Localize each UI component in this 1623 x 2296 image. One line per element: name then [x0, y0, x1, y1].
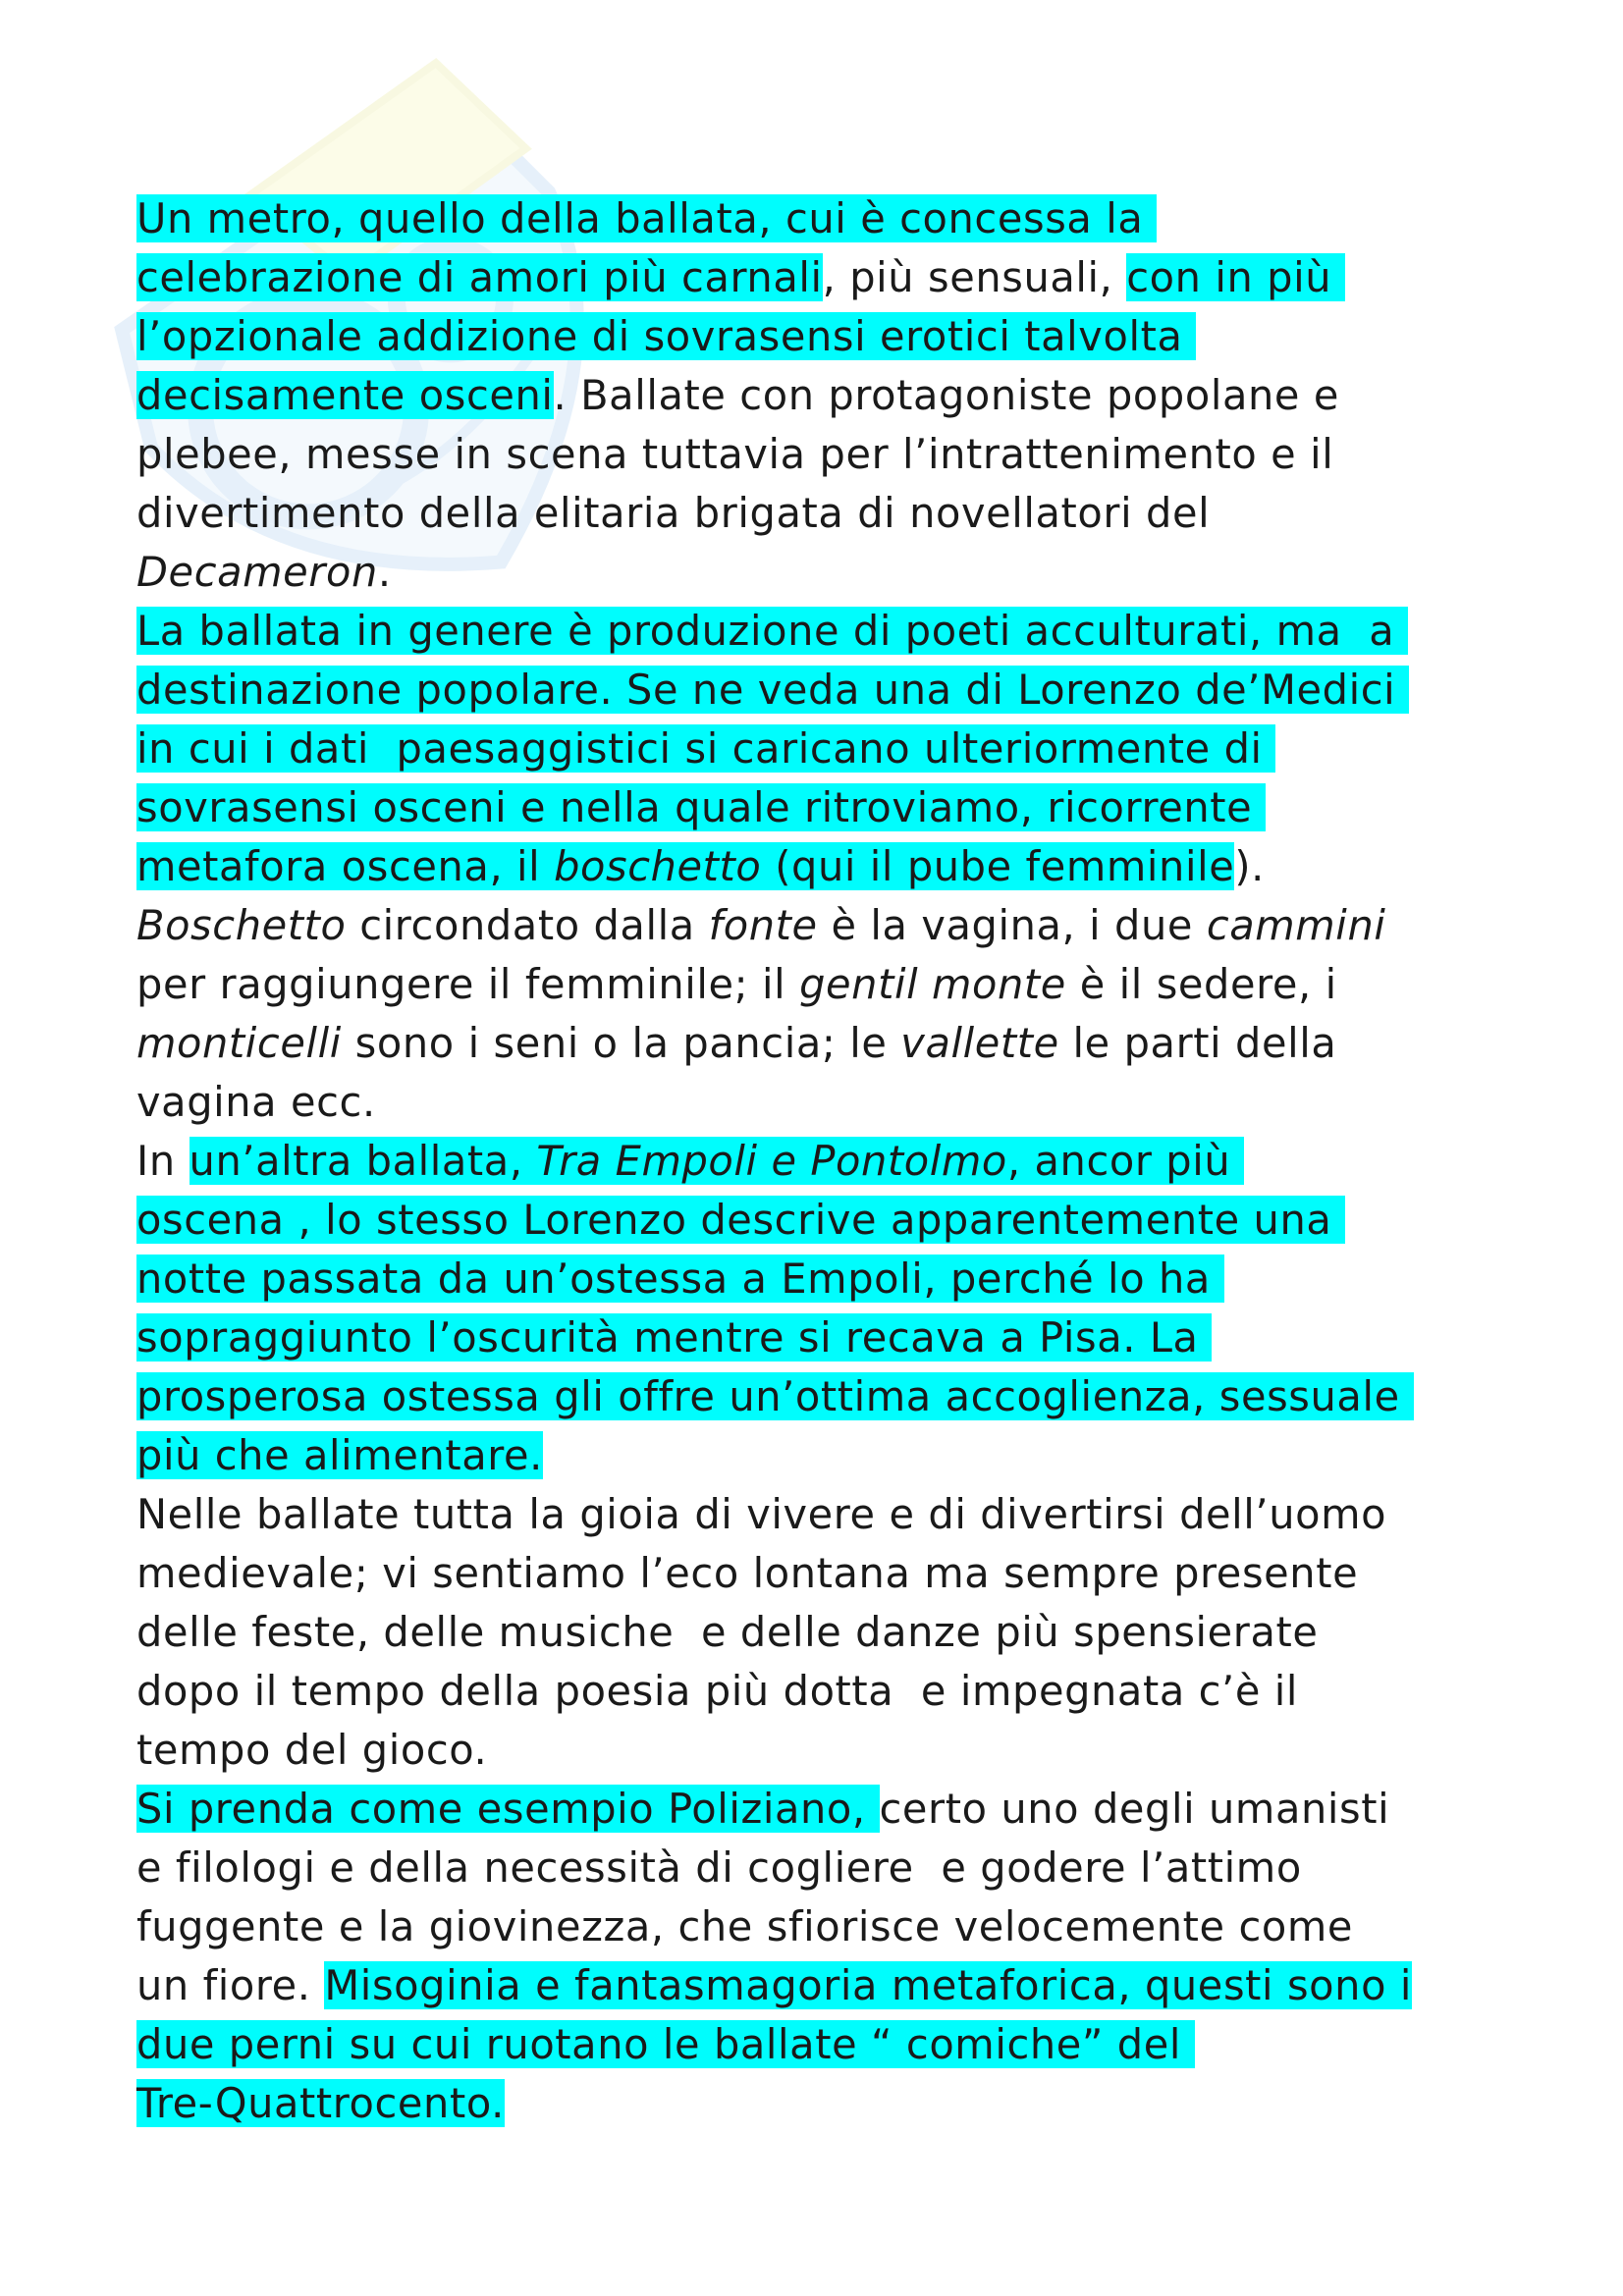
highlighted-text: Misoginia e fantasmagoria metaforica, questi sono i [324, 1961, 1412, 2009]
body-text: fuggente e la giovinezza, che sfiorisce velocemente come [136, 1902, 1354, 1950]
body-text: circondato dalla [346, 901, 709, 949]
highlighted-text: due perni su cui ruotano le ballate “ comiche” del [136, 2020, 1195, 2068]
body-text: sono i seni o la pancia; le [341, 1019, 901, 1067]
body-text: cammini [1206, 901, 1386, 949]
text-line [136, 661, 1511, 720]
highlighted-text: con in più [1126, 253, 1345, 301]
body-text: per raggiungere il femminile; il [136, 960, 800, 1008]
text-line [136, 1839, 1511, 1897]
text-line [136, 1250, 1511, 1308]
text-line [136, 366, 1511, 425]
highlighted-text: Tra Empoli e Pontolmo [536, 1137, 1007, 1185]
body-text: è il sedere, i [1065, 960, 1337, 1008]
highlighted-text: più che alimentare. [136, 1431, 543, 1479]
text-line [136, 837, 1511, 896]
body-text: plebee, messe in scena tuttavia per l’intrattenimento e il [136, 430, 1334, 478]
body-text: è la vagina, i due [817, 901, 1207, 949]
text-line [136, 484, 1511, 543]
body-text: vallette [900, 1019, 1059, 1067]
body-text: Boschetto [136, 901, 347, 949]
text-line [136, 1073, 1511, 1132]
text-line [136, 189, 1511, 248]
text-line [136, 1367, 1511, 1426]
body-text: In [136, 1137, 189, 1185]
body-text: vagina ecc. [136, 1078, 376, 1126]
highlighted-text: boschetto [554, 842, 762, 890]
text-line [136, 1721, 1511, 1780]
body-text: , più sensuali, [822, 253, 1127, 301]
highlighted-text: (qui il pube femminile [761, 842, 1235, 890]
body-text: dopo il tempo della poesia più dotta e impegnata c’è il [136, 1667, 1299, 1715]
text-line [136, 1603, 1511, 1662]
text-line [136, 1426, 1511, 1485]
text-line [136, 1780, 1511, 1839]
document-body [136, 189, 1511, 2133]
highlighted-text: celebrazione di amori più carnali [136, 253, 823, 301]
body-text: fonte [708, 901, 818, 949]
body-text: . Ballate con protagoniste popolane e [553, 371, 1339, 419]
body-text: ). [1234, 842, 1265, 890]
text-line [136, 307, 1511, 366]
body-text: le parti della [1058, 1019, 1337, 1067]
text-line [136, 1132, 1511, 1191]
highlighted-text: decisamente osceni [136, 371, 554, 419]
body-text: monticelli [136, 1019, 342, 1067]
text-line [136, 1662, 1511, 1721]
text-line [136, 425, 1511, 484]
highlighted-text: metafora oscena, il [136, 842, 555, 890]
body-text: tempo del gioco. [136, 1726, 488, 1774]
highlighted-text: , ancor più [1006, 1137, 1245, 1185]
highlighted-text: Si prenda come esempio Poliziano, [136, 1785, 880, 1833]
text-line [136, 1956, 1511, 2015]
highlighted-text: sovrasensi osceni e nella quale ritroviamo, ricorrente [136, 783, 1267, 831]
text-line [136, 1544, 1511, 1603]
highlighted-text: Tre-Quattrocento. [136, 2079, 505, 2127]
body-text: un fiore. [136, 1961, 325, 2009]
text-line [136, 1485, 1511, 1544]
highlighted-text: oscena , lo stesso Lorenzo descrive apparentemente una [136, 1196, 1346, 1244]
text-line [136, 1191, 1511, 1250]
body-text: Nelle ballate tutta la gioia di vivere e di divertirsi dell’uomo [136, 1490, 1387, 1538]
body-text: gentil monte [799, 960, 1066, 1008]
highlighted-text: l’opzionale addizione di sovrasensi erotici talvolta [136, 312, 1197, 360]
text-line [136, 248, 1511, 307]
body-text: Decameron [136, 548, 378, 596]
body-text: certo uno degli umanisti [879, 1785, 1390, 1833]
text-line [136, 602, 1511, 661]
text-line [136, 778, 1511, 837]
text-line [136, 955, 1511, 1014]
highlighted-text: in cui i dati paesaggistici si caricano ulteriormente di [136, 724, 1276, 773]
text-line [136, 1014, 1511, 1073]
highlighted-text: notte passata da un’ostessa a Empoli, perché lo ha [136, 1255, 1224, 1303]
body-text: delle feste, delle musiche e delle danze più spensierate [136, 1608, 1319, 1656]
text-line [136, 1897, 1511, 1956]
text-line [136, 720, 1511, 778]
highlighted-text: La ballata in genere è produzione di poeti acculturati, ma a [136, 607, 1409, 655]
highlighted-text: sopraggiunto l’oscurità mentre si recava a Pisa. La [136, 1313, 1213, 1362]
body-text: medievale; vi sentiamo l’eco lontana ma sempre presente [136, 1549, 1359, 1597]
highlighted-text: un’altra ballata, [189, 1137, 537, 1185]
body-text: divertimento della elitaria brigata di novellatori del [136, 489, 1211, 537]
highlighted-text: Un metro, quello della ballata, cui è concessa la [136, 194, 1158, 242]
text-line [136, 896, 1511, 955]
body-text: e filologi e della necessità di cogliere e godere l’attimo [136, 1843, 1302, 1892]
text-line [136, 543, 1511, 602]
text-line [136, 2015, 1511, 2074]
highlighted-text: destinazione popolare. Se ne veda una di Lorenzo de’Medici [136, 666, 1410, 714]
highlighted-text: prosperosa ostessa gli offre un’ottima accoglienza, sessuale [136, 1372, 1414, 1420]
text-line [136, 2074, 1511, 2133]
body-text: . [377, 548, 392, 596]
text-line [136, 1308, 1511, 1367]
